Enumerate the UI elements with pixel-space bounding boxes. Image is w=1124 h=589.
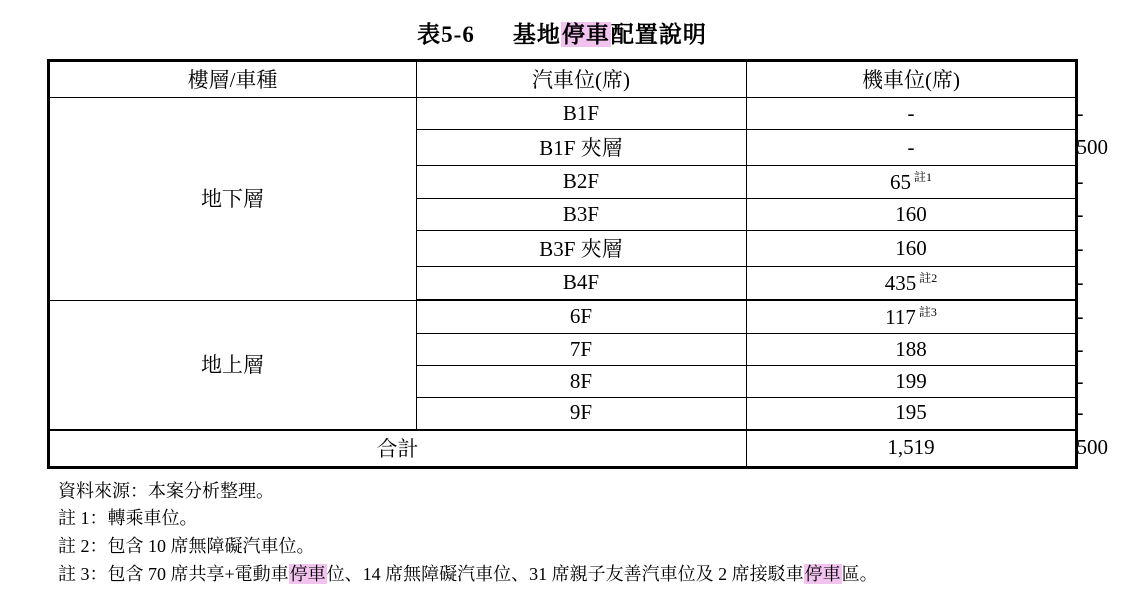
floor-label: B1F bbox=[416, 98, 746, 130]
table-row: B4F 435 $^{註2}$ - bbox=[48, 267, 1076, 301]
table-row: 地上層 6F 117 $^{註3}$ - bbox=[48, 300, 1076, 334]
title-highlight: 停車 bbox=[561, 22, 611, 47]
table-header-row bbox=[48, 61, 1076, 98]
car-value: 195 bbox=[746, 398, 1076, 430]
car-value: 199 bbox=[746, 366, 1076, 398]
table-notes bbox=[58, 478, 1124, 589]
table-row: B1F 夾層 - 500 bbox=[48, 130, 1076, 166]
floor-label: 8F bbox=[416, 366, 746, 398]
header-moto-spaces: 機車位(席) bbox=[746, 61, 1076, 98]
car-value: 160 bbox=[746, 199, 1076, 231]
note-1: 註 1：轉乘車位。 bbox=[58, 505, 1124, 533]
floor-label: B3F 夾層 bbox=[416, 231, 746, 267]
note-3-highlight-2: 停車 bbox=[804, 564, 842, 584]
header-floor-type: 樓層/車種 bbox=[48, 61, 416, 98]
car-value: 65 bbox=[890, 170, 911, 194]
floor-label: 6F bbox=[416, 300, 746, 334]
car-value-cell bbox=[746, 267, 1076, 301]
note-3-highlight-1: 停車 bbox=[289, 564, 327, 584]
table-row: B3F 160 - bbox=[48, 199, 1076, 231]
note-3-post: 區。 bbox=[842, 564, 878, 584]
title-text-post: 配置說明 bbox=[611, 22, 707, 47]
table-row: 8F 199 - bbox=[48, 366, 1076, 398]
car-value-footnote: 註3 bbox=[919, 305, 937, 319]
note-source: 資料來源：本案分析整理。 bbox=[58, 478, 1124, 506]
title-text-pre: 基地 bbox=[513, 22, 561, 47]
car-value-footnote: 註2 bbox=[919, 271, 937, 285]
table-row: B2F 65 $^{註1}$ - bbox=[48, 166, 1076, 199]
total-label: 合計 bbox=[48, 430, 746, 468]
note-3-pre: 註 3：包含 70 席共享+電動車 bbox=[58, 564, 289, 584]
note-3-mid: 位、14 席無障礙汽車位、31 席親子友善汽車位及 2 席接駁車 bbox=[327, 564, 804, 584]
table-total-row: 合計 1,519 500 bbox=[48, 430, 1076, 468]
parking-allocation-table bbox=[47, 59, 1078, 469]
floor-label: 9F bbox=[416, 398, 746, 430]
group-label-underground: 地下層 bbox=[48, 98, 416, 301]
header-car-spaces: 汽車位(席) bbox=[416, 61, 746, 98]
car-value: - bbox=[746, 130, 1076, 166]
table-number: 表5-6 bbox=[417, 22, 475, 47]
total-car-value: 1,519 bbox=[746, 430, 1076, 468]
table-row: 地下層 B1F - - bbox=[48, 98, 1076, 130]
floor-label: B4F bbox=[416, 267, 746, 301]
car-value-cell bbox=[746, 166, 1076, 199]
note-3 bbox=[58, 561, 1124, 589]
car-value-footnote: 註1 bbox=[914, 170, 932, 184]
floor-label: B1F 夾層 bbox=[416, 130, 746, 166]
note-2: 註 2：包含 10 席無障礙汽車位。 bbox=[58, 533, 1124, 561]
floor-label: B2F bbox=[416, 166, 746, 199]
car-value: 188 bbox=[746, 334, 1076, 366]
car-value: - bbox=[746, 98, 1076, 130]
floor-label: B3F bbox=[416, 199, 746, 231]
table-row: 9F 195 - bbox=[48, 398, 1076, 430]
floor-label: 7F bbox=[416, 334, 746, 366]
table-row: 7F 188 - bbox=[48, 334, 1076, 366]
car-value: 117 bbox=[885, 305, 916, 329]
car-value: 435 bbox=[885, 271, 917, 295]
table-title bbox=[0, 0, 1124, 59]
table-row: B3F 夾層 160 - bbox=[48, 231, 1076, 267]
group-label-aboveground: 地上層 bbox=[48, 300, 416, 430]
car-value: 160 bbox=[746, 231, 1076, 267]
car-value-cell bbox=[746, 300, 1076, 334]
